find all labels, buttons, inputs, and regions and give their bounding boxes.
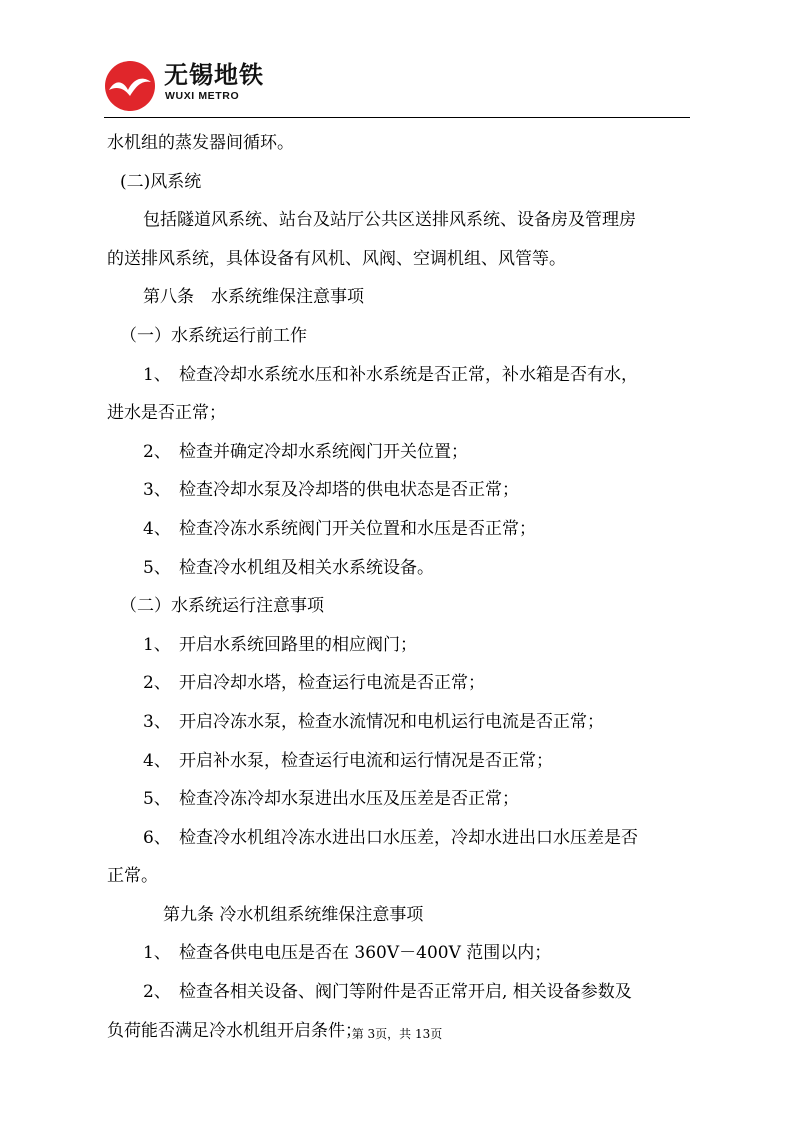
article-heading: 第九条 冷水机组系统维保注意事项	[163, 904, 424, 925]
logo-english-text: WUXI METRO	[165, 90, 240, 102]
list-item	[107, 819, 690, 858]
list-item	[107, 780, 690, 819]
list-item-text: 检查冷冻冷却水泵进出水压及压差是否正常；	[179, 789, 519, 810]
list-item-text: 检查并确定冷却水系统阀门开关位置；	[179, 441, 468, 462]
section-heading: （二）水系统运行注意事项	[120, 596, 324, 617]
list-item-continuation: 进水是否正常；	[107, 403, 226, 424]
section-heading: (二)风系统	[120, 171, 202, 192]
paragraph: 包括隧道风系统、站台及站厅公共区送排风系统、设备房及管理房	[143, 210, 636, 231]
list-item-number: 1、	[143, 943, 171, 964]
list-item-number: 3、	[143, 711, 171, 732]
list-item-text: 检查各供电电压是否在 360V－400V 范围以内；	[179, 943, 552, 964]
list-item	[107, 549, 690, 588]
list-item-continuation: 正常。	[107, 866, 158, 887]
list-item-continuation: 负荷能否满足冷水机组开启条件；	[107, 1020, 362, 1041]
wuxi-metro-logo-icon	[104, 60, 156, 112]
list-item-number: 1、	[143, 634, 171, 655]
list-item-number: 2、	[143, 441, 171, 462]
list-item-number: 4、	[143, 750, 171, 771]
list-item-text: 开启冷却水塔，检查运行电流是否正常；	[179, 673, 485, 694]
list-item-text: 开启水系统回路里的相应阀门；	[179, 634, 417, 655]
list-item-text: 检查各相关设备、阀门等附件是否正常开启, 相关设备参数及	[179, 982, 632, 1003]
list-item-text: 检查冷却水泵及冷却塔的供电状态是否正常；	[179, 480, 519, 501]
page-footer: 第 3页，共 13页	[351, 1027, 443, 1041]
list-item-text: 检查冷水机组冷冻水进出口水压差，冷却水进出口水压差是否	[179, 827, 638, 848]
paragraph-continuation: 的送排风系统，具体设备有风机、风阀、空调机组、风管等。	[107, 248, 566, 269]
header-divider	[104, 117, 690, 118]
list-item-number: 5、	[143, 789, 171, 810]
list-item-number: 5、	[143, 557, 171, 578]
list-item	[107, 703, 690, 742]
list-item	[107, 742, 690, 781]
section-heading: （一）水系统运行前工作	[120, 325, 307, 346]
list-item	[107, 510, 690, 549]
paragraph: 水机组的蒸发器间循环。	[107, 133, 294, 153]
list-item-text: 检查冷冻水系统阀门开关位置和水压是否正常；	[179, 518, 536, 539]
list-item-text: 检查冷却水系统水压和补水系统是否正常，补水箱是否有水，	[179, 364, 638, 385]
list-item	[107, 356, 690, 395]
document-body	[107, 124, 690, 1050]
list-item	[107, 664, 690, 703]
list-item-number: 6、	[143, 827, 171, 848]
article-heading: 第八条 水系统维保注意事项	[143, 287, 364, 308]
list-item-number: 2、	[143, 673, 171, 694]
list-item	[107, 626, 690, 665]
list-item	[107, 433, 690, 472]
list-item	[107, 973, 690, 1012]
list-item-number: 4、	[143, 518, 171, 539]
page-header	[104, 52, 690, 118]
list-item-number: 3、	[143, 480, 171, 501]
list-item	[107, 471, 690, 510]
list-item-text: 检查冷水机组及相关水系统设备。	[179, 557, 434, 578]
logo-chinese-text: 无锡地铁	[164, 61, 264, 89]
list-item-number: 1、	[143, 364, 171, 385]
list-item-number: 2、	[143, 982, 171, 1003]
list-item	[107, 934, 690, 973]
list-item-text: 开启冷冻水泵，检查水流情况和电机运行电流是否正常；	[179, 711, 604, 732]
list-item-text: 开启补水泵，检查运行电流和运行情况是否正常；	[179, 750, 553, 771]
